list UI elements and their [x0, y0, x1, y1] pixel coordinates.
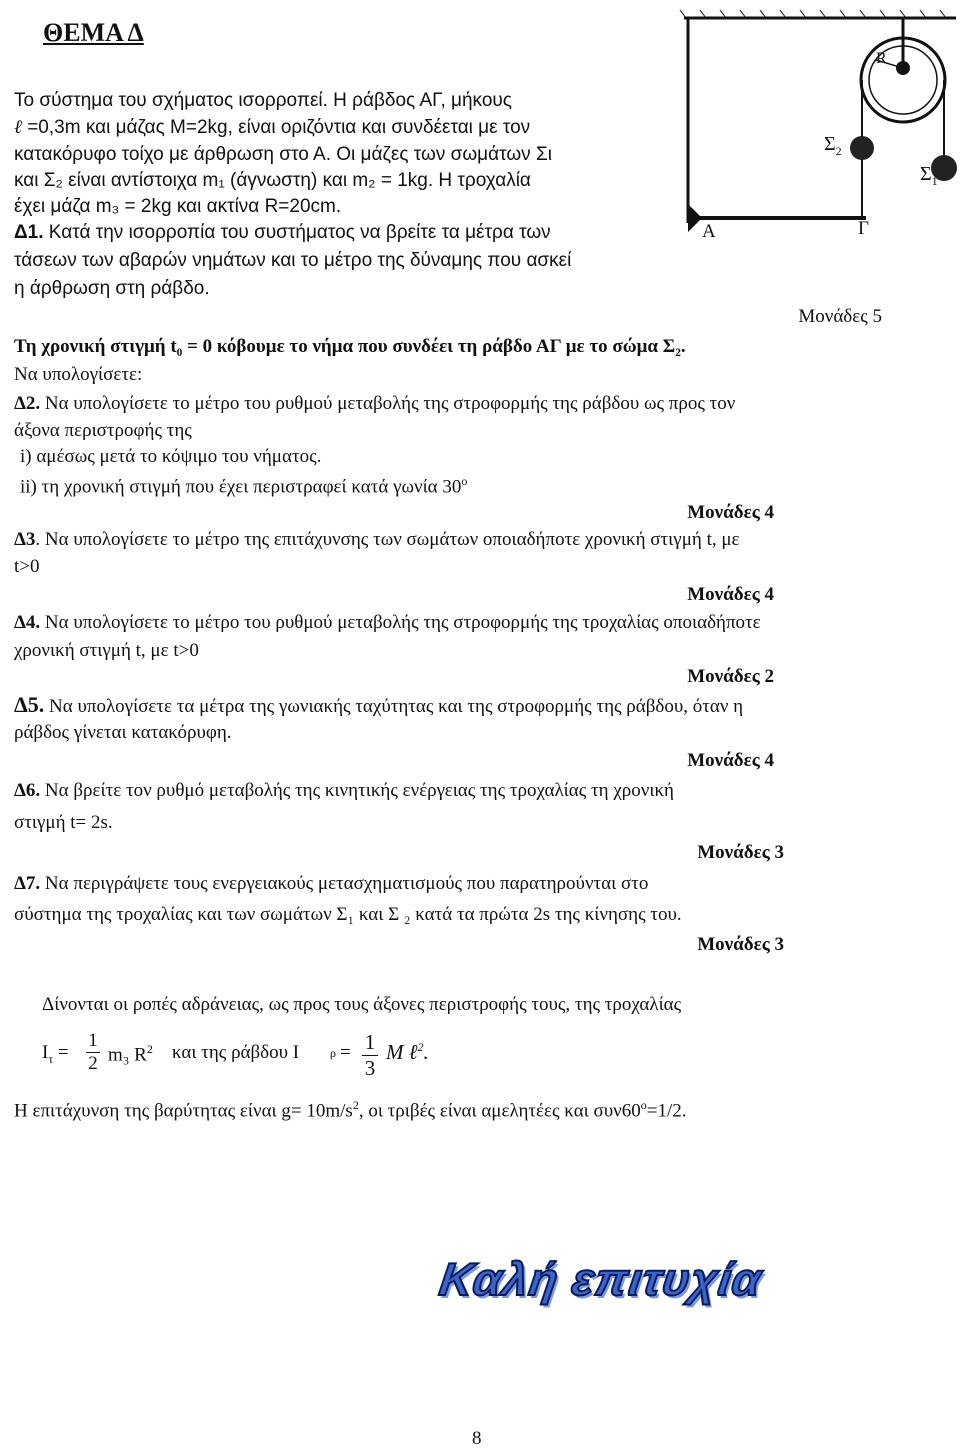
q1-line-3: η άρθρωση στη ράβδο. — [14, 278, 210, 299]
given-line-3: Η επιτάχυνση της βαρύτητας είναι $g= 10m/s^2$, οι τριβές είναι αμελητέες και $\sigma\upsilon\nu 60^o=1/2$. — [14, 1098, 687, 1122]
q7-marks: Μονάδες 3 — [697, 934, 784, 955]
label-A: Α — [702, 221, 716, 242]
q5-line-1: Δ5. Να υπολογίσετε τα μέτρα της γωνιακής ταχύτητας και της στροφορμής της ράβδου, όταν η — [14, 692, 744, 717]
q2-label: Δ2. — [14, 393, 41, 414]
q1-label: Δ1. — [14, 222, 44, 243]
intro-line-3: κατακόρυφο τοίχο με άρθρωση στο Α. Οι μάζες των σωμάτων Σι — [14, 144, 552, 165]
q4-label: Δ4. — [14, 612, 41, 633]
cut-ask: Να υπολογίσετε: — [14, 364, 143, 385]
label-G: Γ — [858, 218, 869, 239]
page-title: ΘΕΜΑ Δ — [43, 18, 144, 47]
q2-line-2: άξονα περιστροφής της — [14, 420, 192, 441]
q1-line-1: Δ1. Κατά την ισορροπία του συστήματος να βρείτε τα μέτρα των — [14, 222, 551, 243]
q6-line-1: Δ6. Να βρείτε τον ρυθμό μεταβολής της κινητικής ενέργειας της τροχαλίας τη χρονική — [14, 780, 674, 801]
mass-s2 — [850, 136, 874, 160]
q4-line-1: Δ4. Να υπολογίσετε το μέτρο του ρυθμού μεταβολής της στροφορμής της τροχαλίας οποιαδήποτε — [14, 612, 761, 633]
label-s1: $\Sigma_1$ — [920, 163, 938, 188]
fraction-half: 1 2 — [86, 1030, 100, 1075]
q2-item-1: i) αμέσως μετά το κόψιμο του νήματος. — [20, 446, 322, 467]
q3-marks: Μονάδες 4 — [687, 584, 774, 605]
q7-line-1: Δ7. Να περιγράψετε τους ενεργειακούς μετασχηματισμούς που παρατηρούνται στο — [14, 873, 649, 894]
q1-line-2: τάσεων των αβαρών νημάτων και το μέτρο της δύναμης που ασκεί — [14, 250, 572, 271]
intro-line-5: έχει μάζα m₃ = 2kg και ακτίνα R=20cm. — [14, 196, 342, 217]
q5-marks: Μονάδες 4 — [687, 750, 774, 771]
q6-label: Δ6. — [14, 780, 41, 801]
intro-line-4: και Σ₂ είναι αντίστοιχα m₁ (άγνωστη) και m₂ = 1kg. Η τροχαλία — [14, 170, 531, 191]
intro-line-1: Το σύστημα του σχήματος ισορροπεί. Η ράβδος ΑΓ, μήκους — [14, 90, 512, 111]
q2-item-2: ii) τη χρονική στιγμή που έχει περιστραφεί κατά γωνία $30^o$ — [20, 474, 468, 498]
length-symbol: ℓ — [14, 117, 22, 138]
fraction-third: 1 3 — [362, 1030, 378, 1081]
page-number: 8 — [472, 1428, 482, 1449]
q3-label: Δ3 — [14, 529, 36, 550]
q5-line-2: ράβδος γίνεται κατακόρυφη. — [14, 722, 232, 743]
q4-marks: Μονάδες 2 — [687, 666, 774, 687]
q4-line-2: χρονική στιγμή t, με t>0 — [14, 640, 199, 661]
label-R: R — [876, 50, 887, 67]
given-line-1: Δίνονται οι ροπές αδράνειας, ως προς τους άξονες περιστροφής τους, της τροχαλίας — [42, 994, 682, 1015]
q7-label: Δ7. — [14, 873, 41, 894]
intro-line-2: ℓ =0,3m και μάζας M=2kg, είναι οριζόντια και συνδέεται με τον — [14, 117, 531, 138]
pulley-diagram — [676, 8, 960, 248]
q1-marks: Μονάδες 5 — [798, 306, 882, 327]
cut-line: Τη χρονική στιγμή t₀ = 0 κόβουμε το νήμα που συνδέει τη ράβδο ΑΓ με το σώμα Σ₂. — [14, 336, 686, 357]
q2-line-1: Δ2. Να υπολογίσετε το μέτρο του ρυθμού μεταβολής της στροφορμής της ράβδου ως προς τον — [14, 393, 736, 414]
q3-line-2: t>0 — [14, 556, 40, 577]
q3-line-1: Δ3. Να υπολογίσετε το μέτρο της επιτάχυνσης των σωμάτων οποιαδήποτε χρονική στιγμή t, με — [14, 529, 740, 550]
it-label: $I_\tau$ = — [42, 1042, 69, 1066]
hinge — [688, 204, 702, 232]
q5-label: Δ5. — [14, 692, 45, 717]
q6-marks: Μονάδες 3 — [697, 842, 784, 863]
q6-line-2: στιγμή t= 2s. — [14, 812, 113, 833]
q7-line-2: σύστημα της τροχαλίας και των σωμάτων Σ₁ και Σ ₂ κατά τα πρώτα 2s της κίνησης του. — [14, 904, 682, 925]
good-luck-wordart: Καλή επιτυχία — [436, 1253, 766, 1305]
label-s2: $\Sigma_2$ — [824, 133, 842, 158]
q2-marks: Μονάδες 4 — [687, 502, 774, 523]
